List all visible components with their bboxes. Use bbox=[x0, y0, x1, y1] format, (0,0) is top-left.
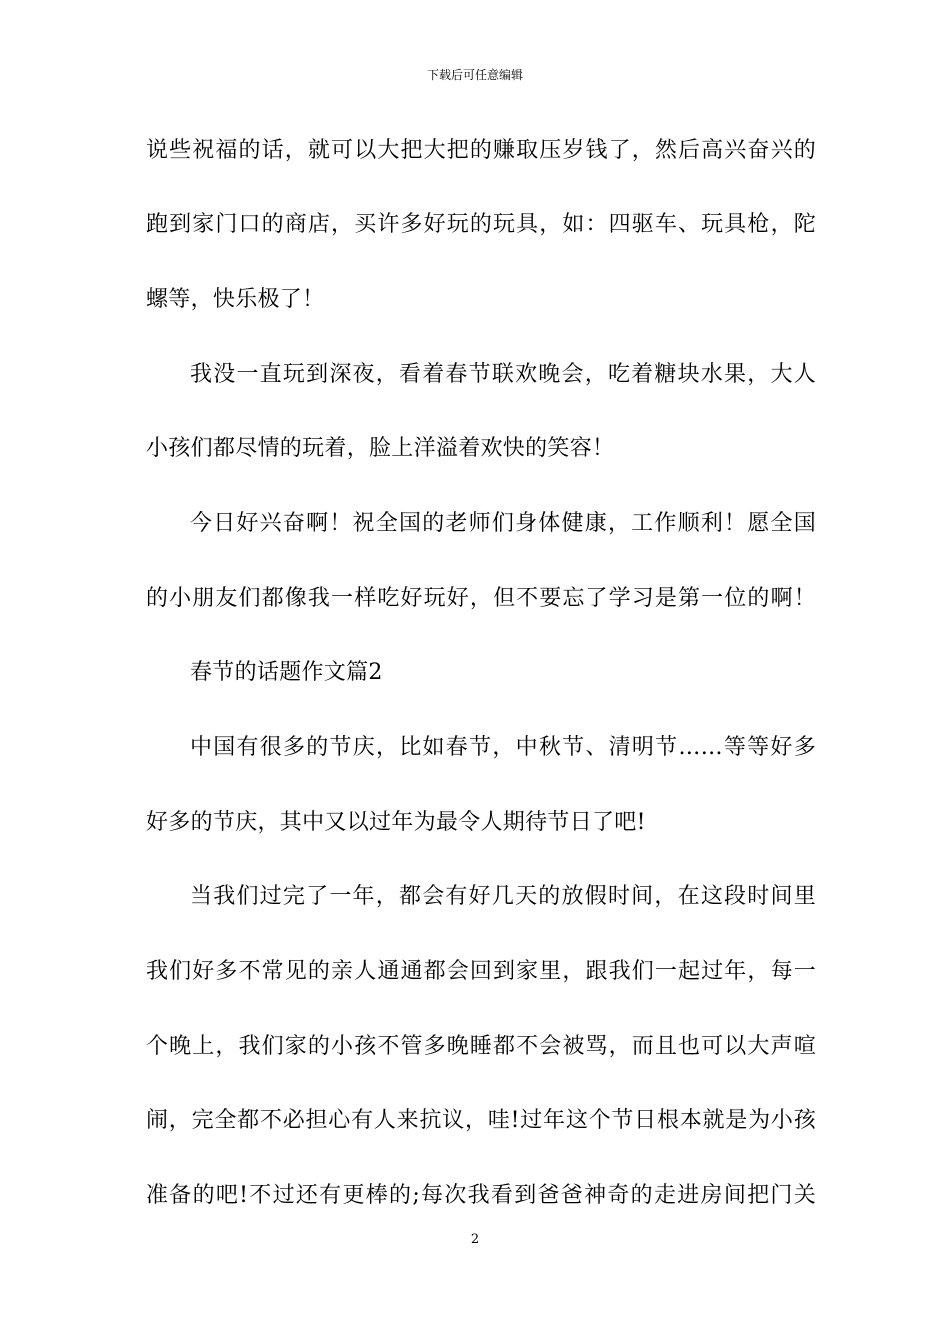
paragraph-first-line: 我没一直玩到深夜，看着春节联欢晚会，吃着糖块水果，大人 bbox=[190, 362, 816, 387]
text-line: 个晚上，我们家的小孩不管多晚睡都不会被骂，而且也可以大声喧 bbox=[146, 1034, 816, 1059]
paragraph-first-line: 中国有很多的节庆，比如春节，中秋节、清明节……等等好多 bbox=[190, 735, 816, 760]
text-line: 准备的吧!不过还有更棒的;每次我看到爸爸神奇的走进房间把门关 bbox=[146, 1183, 816, 1208]
text-line: 跑到家门口的商店，买许多好玩的玩具，如：四驱车、玩具枪，陀 bbox=[146, 212, 816, 237]
text-line: 的小朋友们都像我一样吃好玩好，但不要忘了学习是第一位的啊！ bbox=[146, 586, 816, 611]
paragraph-first-line: 当我们过完了一年，都会有好几天的放假时间，在这段时间里 bbox=[190, 884, 816, 909]
page-header: 下载后可任意编辑 bbox=[426, 68, 523, 82]
text-line: 好多的节庆，其中又以过年为最令人期待节日了吧! bbox=[146, 810, 646, 835]
text-line: 我们好多不常见的亲人通通都会回到家里，跟我们一起过年，每一 bbox=[146, 959, 816, 984]
text-line: 说些祝福的话，就可以大把大把的赚取压岁钱了，然后高兴奋兴的 bbox=[146, 138, 816, 163]
text-line: 螺等，快乐极了！ bbox=[146, 287, 325, 312]
section-heading: 春节的话题作文篇2 bbox=[190, 660, 383, 685]
page-number: 2 bbox=[470, 1232, 480, 1247]
text-line: 小孩们都尽情的玩着，脸上洋溢着欢快的笑容！ bbox=[146, 436, 615, 461]
paragraph-first-line: 今日好兴奋啊！祝全国的老师们身体健康，工作顺利！愿全国 bbox=[190, 511, 816, 536]
text-line: 闹，完全都不必担心有人来抗议，哇!过年这个节日根本就是为小孩 bbox=[146, 1108, 816, 1133]
